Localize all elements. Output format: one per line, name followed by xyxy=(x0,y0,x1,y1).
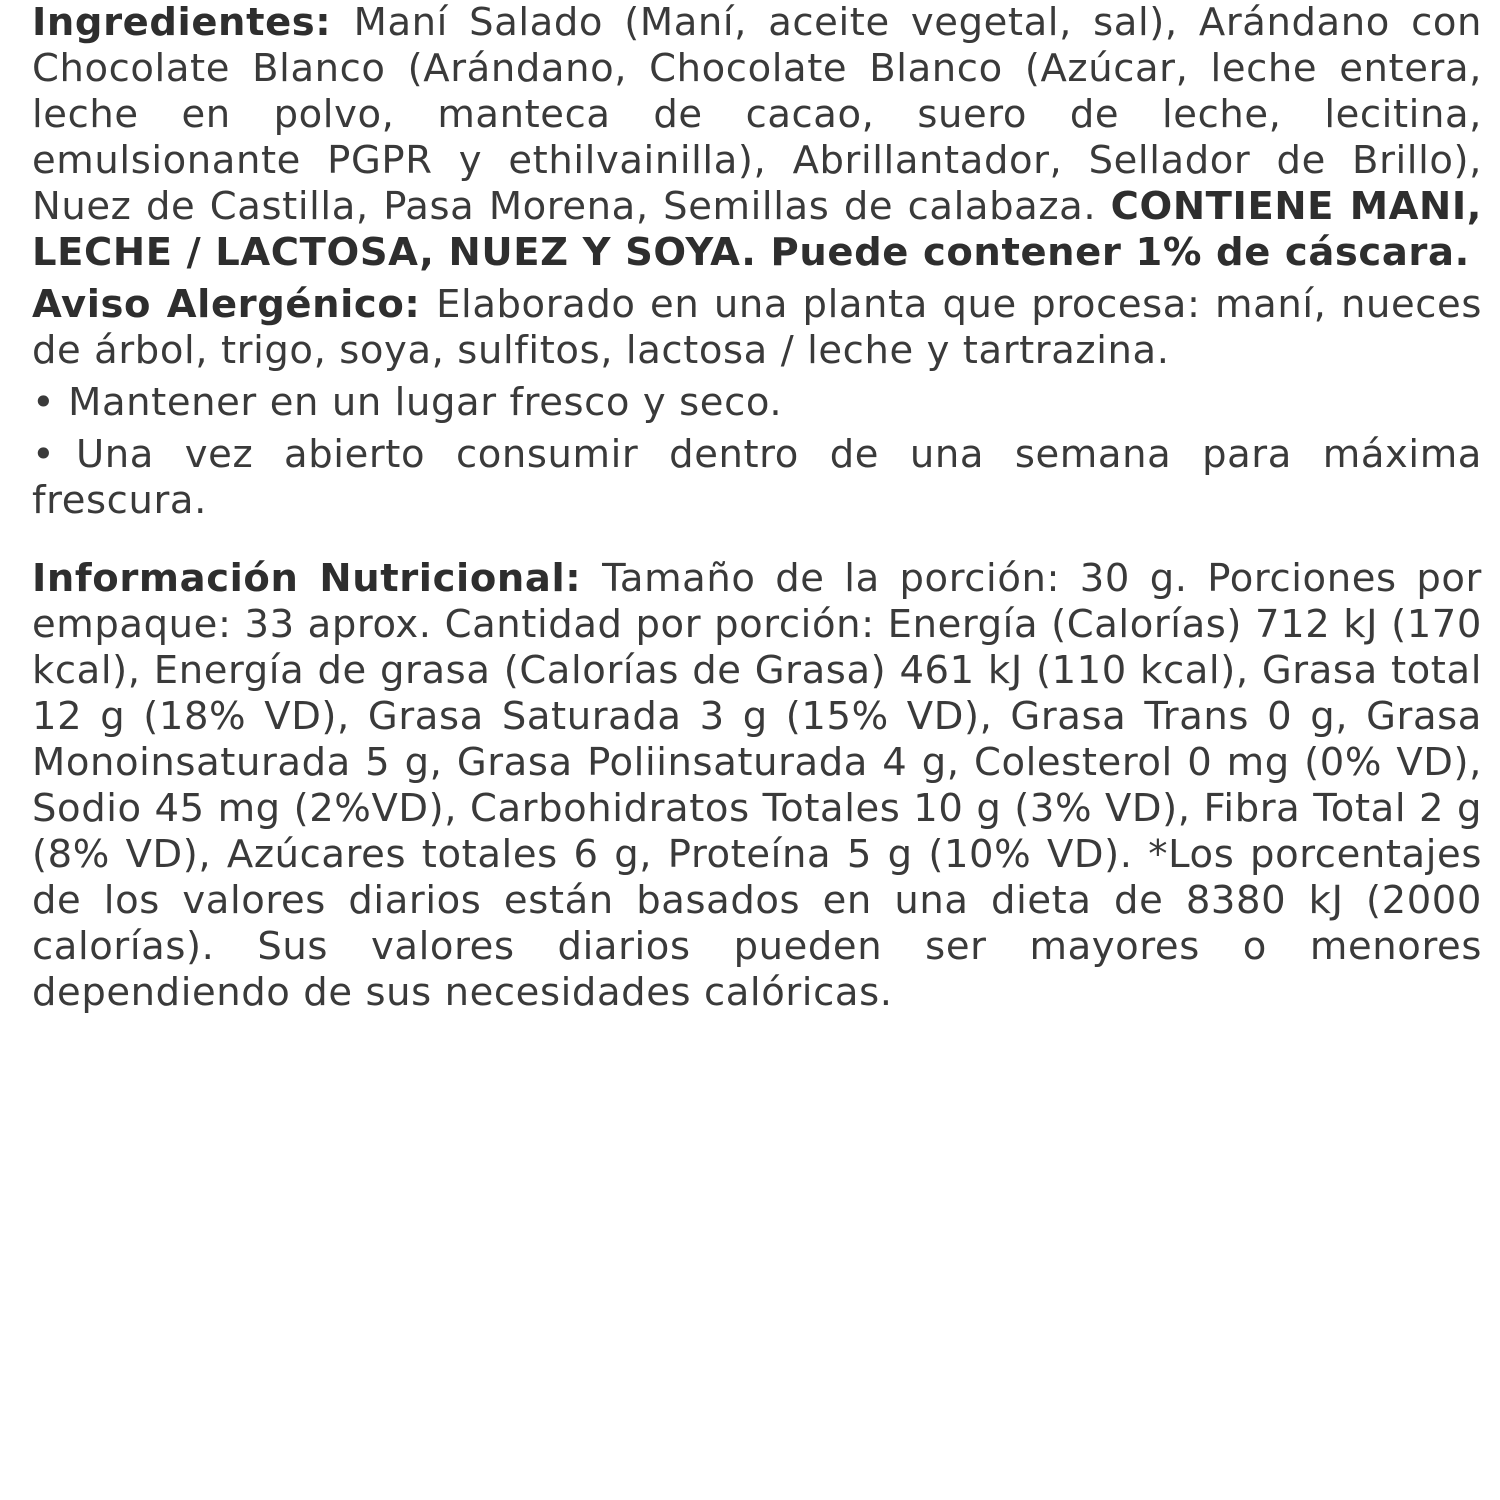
storage-item-text: Mantener en un lugar fresco y seco. xyxy=(68,380,783,425)
allergen-notice-heading: Aviso Alergénico: xyxy=(32,282,421,327)
nutrition-heading: Información Nutricional: xyxy=(32,556,582,601)
ingredients-paragraph xyxy=(32,0,1482,276)
storage-item-text: Una vez abierto consumir dentro de una semana para máxima frescura. xyxy=(32,432,1482,523)
allergen-notice-paragraph xyxy=(32,282,1482,374)
allergen-contains-text: CONTIENE MANI, LECHE / LACTOSA, NUEZ Y SOYA. xyxy=(32,184,1482,275)
product-label-text xyxy=(32,0,1482,1016)
nutrition-paragraph xyxy=(32,556,1482,1016)
allergen-notice-text: Elaborado en una planta que procesa: maní, nueces de árbol, trigo, soya, sulfitos, lactosa / leche y tartrazina. xyxy=(32,282,1482,373)
may-contain-text: Puede contener 1% de cáscara. xyxy=(770,230,1470,275)
ingredients-text: Maní Salado (Maní, aceite vegetal, sal), Arándano con Chocolate Blanco (Arándano, Chocolate Blanco (Azúcar, leche entera, leche en polvo, manteca de cacao, suero de leche, lecitina, emulsionante PGPR y ethilvainilla), Abrillantador, Sellador de Brillo), Nuez de Castilla, Pasa Morena, Semillas de calabaza. xyxy=(32,0,1482,229)
storage-item xyxy=(32,432,1482,524)
storage-item xyxy=(32,380,1482,426)
bullet-icon: • xyxy=(32,380,56,425)
nutrition-text: Tamaño de la porción: 30 g. Porciones por empaque: 33 aprox. Cantidad por porción: Energía (Calorías) 712 kJ (170 kcal), Energía de grasa (Calorías de Grasa) 461 kJ (110 kcal), Grasa total 12 g (18% VD), Grasa Saturada 3 g (15% VD), Grasa Trans 0 g, Grasa Monoinsaturada 5 g, Grasa Poliinsaturada 4 g, Colesterol 0 mg (0% VD), Sodio 45 mg (2%VD), Carbohidratos Totales 10 g (3% VD), Fibra Total 2 g (8% VD), Azúcares totales 6 g, Proteína 5 g (10% VD). *Los porcentajes de los valores diarios están basados en una dieta de 8380 kJ (2000 calorías). Sus valores diarios pueden ser mayores o menores dependiendo de sus necesidades calóricas. xyxy=(32,556,1482,1015)
bullet-icon: • xyxy=(32,432,56,477)
ingredients-heading: Ingredientes: xyxy=(32,0,332,45)
